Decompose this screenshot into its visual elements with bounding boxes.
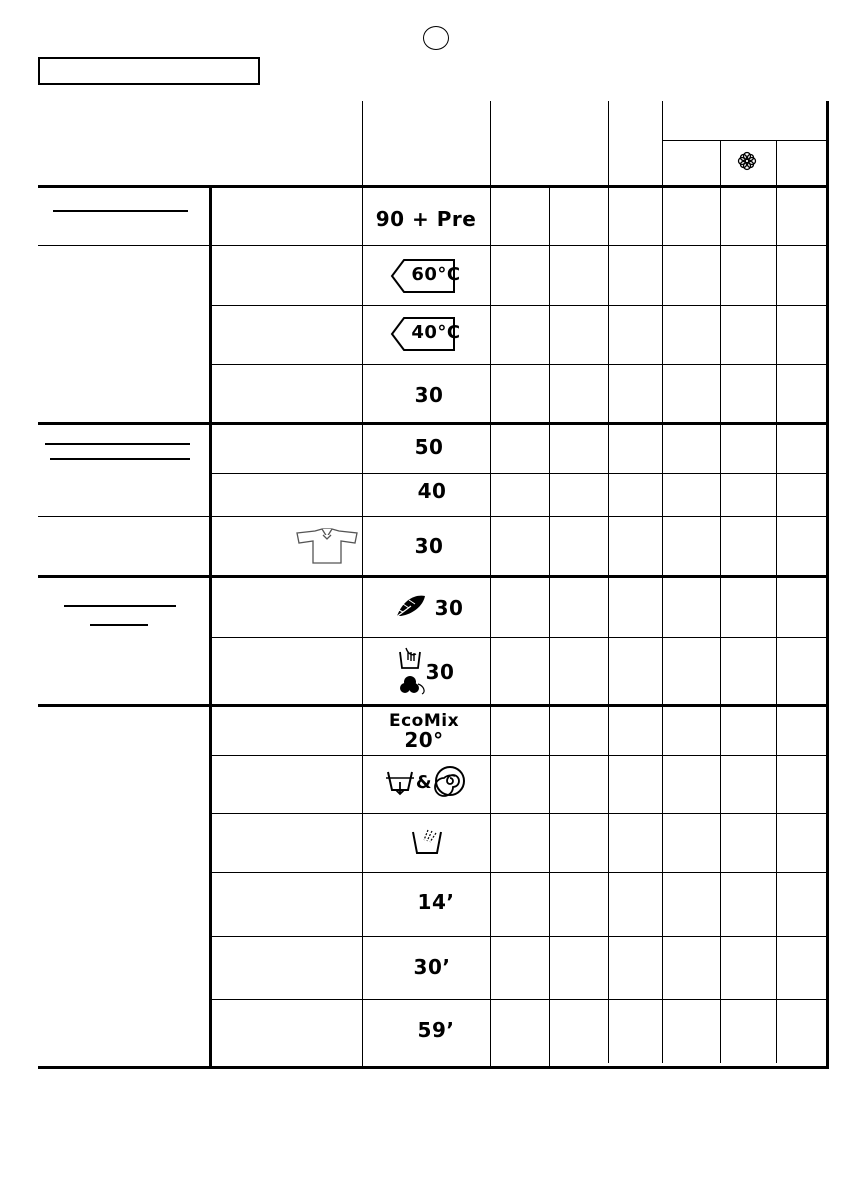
program-label: 30’ <box>413 955 451 979</box>
program-label: 40 <box>417 479 447 503</box>
spin-icon <box>434 765 466 797</box>
program-label: 40°C <box>411 322 461 343</box>
program-label: 90 + Pre <box>375 207 477 231</box>
program-label: 60°C <box>411 264 461 285</box>
program-label: 14’ <box>417 890 455 914</box>
language-circle-icon <box>423 26 449 50</box>
rinse-icon <box>410 826 444 856</box>
program-label: & <box>415 772 433 793</box>
flower-icon <box>737 151 757 171</box>
program-label: 30 <box>425 660 455 684</box>
program-label: 59’ <box>417 1018 455 1042</box>
program-label: 30 <box>434 596 464 620</box>
program-label: 30 <box>414 534 444 558</box>
section-label-box <box>38 57 260 85</box>
program-label: EcoMix <box>388 711 460 731</box>
shirt-icon <box>295 527 359 565</box>
program-label: 30 <box>414 383 444 407</box>
program-label-secondary: 20° <box>404 728 444 752</box>
program-label: 50 <box>414 435 444 459</box>
